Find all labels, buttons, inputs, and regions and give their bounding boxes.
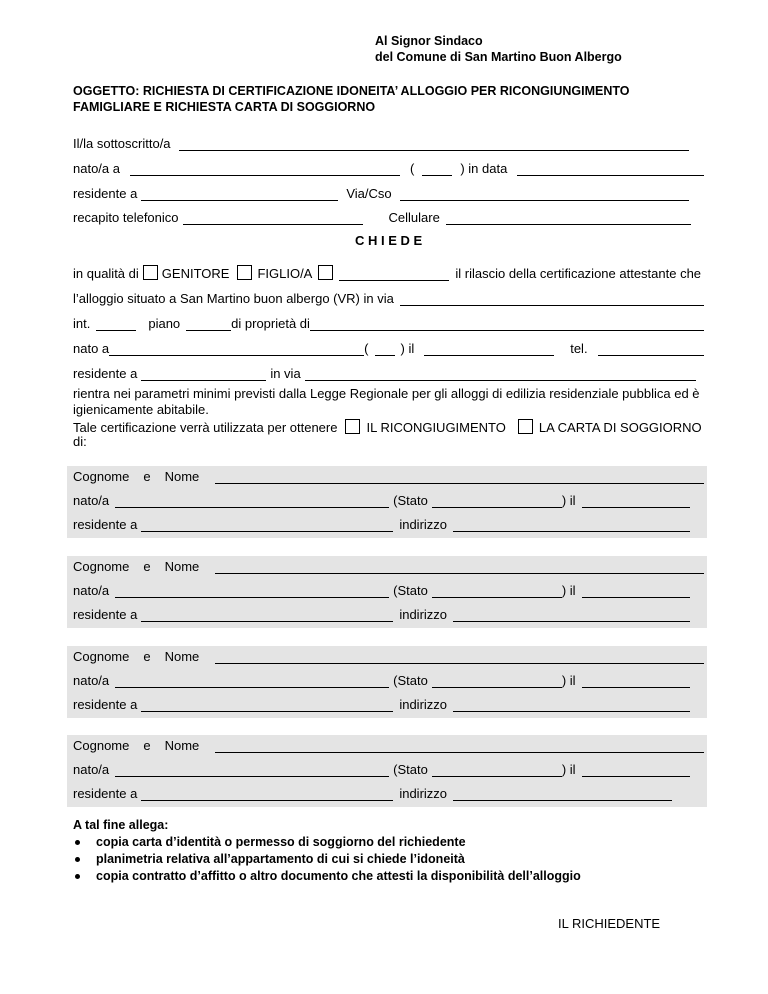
checkbox-carta[interactable]	[518, 419, 533, 434]
field-stato[interactable]	[432, 495, 562, 508]
field-stato[interactable]	[432, 675, 562, 688]
field-nato[interactable]	[115, 585, 389, 598]
field-cognome-nome[interactable]	[215, 471, 704, 484]
label-rilascio: il rilascio della certificazione attestante che	[455, 266, 702, 281]
label-e: e	[143, 559, 151, 574]
label-in-via: in via	[270, 366, 301, 381]
label-di: di:	[73, 434, 87, 449]
chiede-heading: C H I E D E	[355, 233, 423, 248]
row-residente	[73, 783, 672, 801]
label-nato: nato/a	[73, 583, 110, 598]
row-int-piano	[73, 313, 704, 331]
label-piano: piano	[148, 316, 181, 331]
label-il: ) il	[400, 341, 415, 356]
field-indirizzo[interactable]	[453, 699, 690, 712]
label-il: ) il	[561, 762, 576, 777]
attachment-item	[73, 851, 581, 868]
field-indirizzo[interactable]	[453, 788, 672, 801]
field-nato[interactable]	[115, 764, 389, 777]
field-data[interactable]	[582, 585, 690, 598]
label-e: e	[143, 469, 151, 484]
label-nato: nato/a	[73, 762, 110, 777]
label-indirizzo: indirizzo	[399, 786, 448, 801]
field-altro[interactable]	[339, 268, 449, 281]
label-indirizzo: indirizzo	[399, 517, 448, 532]
subject-line-1: OGGETTO: RICHIESTA DI CERTIFICAZIONE IDONEITA’ ALLOGGIO PER RICONGIUNGIMENTO	[73, 84, 630, 98]
signature-label: IL RICHIEDENTE	[558, 916, 661, 931]
attachment-text: copia contratto d’affitto o altro documento che attesti la disponibilità dell’alloggio	[96, 869, 581, 883]
row-cognome-nome	[73, 735, 704, 753]
label-e: e	[143, 738, 151, 753]
label-residente-2: residente a	[73, 366, 138, 381]
label-nome: Nome	[164, 738, 200, 753]
row-in-qualita	[73, 263, 704, 281]
label-alloggio: l’alloggio situato a San Martino buon albergo (VR) in via	[73, 291, 394, 306]
field-data[interactable]	[582, 495, 690, 508]
field-residente[interactable]	[141, 609, 393, 622]
label-recapito: recapito telefonico	[73, 210, 179, 225]
rientra-line-1: rientra nei parametri minimi previsti dalla Legge Regionale per gli alloggi di edilizia residenziale pubblica ed è	[73, 386, 700, 401]
row-residente	[73, 514, 690, 532]
row-sottoscritto	[73, 133, 689, 151]
label-stato: (Stato	[393, 762, 428, 777]
label-il: ) il	[561, 673, 576, 688]
label-nato-a: nato/a a	[73, 161, 120, 176]
paren-open-2: (	[364, 341, 369, 356]
field-tel[interactable]	[598, 343, 704, 356]
attachment-text: copia carta d’identità o permesso di soggiorno del richiedente	[96, 835, 466, 849]
row-nato	[73, 670, 690, 688]
field-nato[interactable]	[115, 495, 389, 508]
label-stato: (Stato	[393, 673, 428, 688]
field-residente[interactable]	[141, 519, 393, 532]
field-in-via[interactable]	[305, 368, 696, 381]
field-via-alloggio[interactable]	[400, 293, 704, 306]
recipient-line-1: Al Signor Sindaco	[375, 34, 483, 48]
label-cognome: Cognome	[73, 559, 130, 574]
label-nato: nato/a	[73, 673, 110, 688]
field-cognome-nome[interactable]	[215, 740, 704, 753]
row-cognome-nome	[73, 646, 704, 664]
field-cognome-nome[interactable]	[215, 561, 704, 574]
field-piano[interactable]	[186, 318, 231, 331]
row-tale-cert	[73, 417, 704, 435]
attachment-item	[73, 868, 581, 885]
field-cognome-nome[interactable]	[215, 651, 704, 664]
field-luogo-nascita[interactable]	[130, 163, 400, 176]
checkbox-altro[interactable]	[318, 265, 333, 280]
attachment-text: planimetria relativa all’appartamento di cui si chiede l’idoneità	[96, 852, 465, 866]
row-residente-2	[73, 363, 696, 381]
field-indirizzo[interactable]	[453, 519, 690, 532]
field-int[interactable]	[96, 318, 136, 331]
label-nome: Nome	[164, 559, 200, 574]
bullet-icon	[75, 857, 80, 862]
field-stato[interactable]	[432, 764, 562, 777]
label-cognome: Cognome	[73, 738, 130, 753]
label-stato: (Stato	[393, 493, 428, 508]
label-e: e	[143, 649, 151, 664]
recipient-line-2: del Comune di San Martino Buon Albergo	[375, 50, 622, 64]
label-cellulare: Cellulare	[388, 210, 440, 225]
label-figlio: FIGLIO/A	[257, 266, 313, 281]
label-il: ) il	[561, 493, 576, 508]
bullet-icon	[75, 840, 80, 845]
label-cognome: Cognome	[73, 469, 130, 484]
row-nato	[73, 490, 690, 508]
field-residente[interactable]	[141, 188, 338, 201]
field-data[interactable]	[582, 675, 690, 688]
field-via-cso[interactable]	[400, 188, 689, 201]
field-provincia-2[interactable]	[375, 343, 395, 356]
field-luogo-nascita-2[interactable]	[109, 343, 364, 356]
label-tel: tel.	[570, 341, 588, 356]
label-nome: Nome	[164, 649, 200, 664]
label-cognome: Cognome	[73, 649, 130, 664]
row-cognome-nome	[73, 466, 704, 484]
row-cognome-nome	[73, 556, 704, 574]
field-sottoscritto[interactable]	[179, 138, 689, 151]
field-proprietario[interactable]	[310, 318, 704, 331]
field-stato[interactable]	[432, 585, 562, 598]
bullet-icon	[75, 874, 80, 879]
row-recapito	[73, 207, 691, 225]
field-residente[interactable]	[141, 699, 393, 712]
label-tale-cert: Tale certificazione verrà utilizzata per ottenere	[73, 420, 338, 435]
label-ricongiungimento: IL RICONGIUGIMENTO	[366, 420, 506, 435]
label-residente: residente a	[73, 697, 138, 712]
field-residente-2[interactable]	[141, 368, 266, 381]
row-nato	[73, 580, 690, 598]
field-residente[interactable]	[141, 788, 393, 801]
row-nato-a-2	[73, 338, 704, 356]
attachment-item	[73, 834, 581, 851]
row-nato-a	[73, 158, 704, 176]
row-residente	[73, 183, 689, 201]
label-il: ) il	[561, 583, 576, 598]
row-nato	[73, 759, 690, 777]
row-residente	[73, 694, 690, 712]
label-carta: LA CARTA DI SOGGIORNO	[538, 420, 702, 435]
field-data[interactable]	[582, 764, 690, 777]
label-stato: (Stato	[393, 583, 428, 598]
checkbox-figlio[interactable]	[237, 265, 252, 280]
field-recapito[interactable]	[183, 212, 363, 225]
row-residente	[73, 604, 690, 622]
field-data-nascita[interactable]	[517, 163, 704, 176]
label-proprieta: di proprietà di	[231, 316, 310, 331]
label-in-qualita: in qualità di	[73, 266, 139, 281]
label-indirizzo: indirizzo	[399, 697, 448, 712]
subject-line-2: FAMIGLIARE E RICHIESTA CARTA DI SOGGIORNO	[73, 100, 376, 114]
label-via-cso: Via/Cso	[346, 186, 392, 201]
checkbox-ricongiungimento[interactable]	[345, 419, 360, 434]
paren-open: (	[410, 161, 415, 176]
label-nome: Nome	[164, 469, 200, 484]
field-indirizzo[interactable]	[453, 609, 690, 622]
rientra-line-2: igienicamente abitabile.	[73, 402, 209, 417]
label-residente: residente a	[73, 186, 138, 201]
label-nato-a-2: nato a	[73, 341, 110, 356]
field-provincia[interactable]	[422, 163, 452, 176]
field-cellulare[interactable]	[446, 212, 691, 225]
field-nato[interactable]	[115, 675, 389, 688]
label-residente: residente a	[73, 786, 138, 801]
label-in-data: ) in data	[460, 161, 508, 176]
label-sottoscritto: Il/la sottoscritto/a	[73, 136, 171, 151]
label-genitore: GENITORE	[161, 266, 230, 281]
attachments-title: A tal fine allega:	[73, 818, 169, 832]
checkbox-genitore[interactable]	[143, 265, 158, 280]
label-indirizzo: indirizzo	[399, 607, 448, 622]
field-data-2[interactable]	[424, 343, 554, 356]
label-residente: residente a	[73, 607, 138, 622]
label-nato: nato/a	[73, 493, 110, 508]
attachments-list	[73, 834, 581, 885]
label-int: int.	[73, 316, 91, 331]
row-alloggio	[73, 288, 704, 306]
label-residente: residente a	[73, 517, 138, 532]
